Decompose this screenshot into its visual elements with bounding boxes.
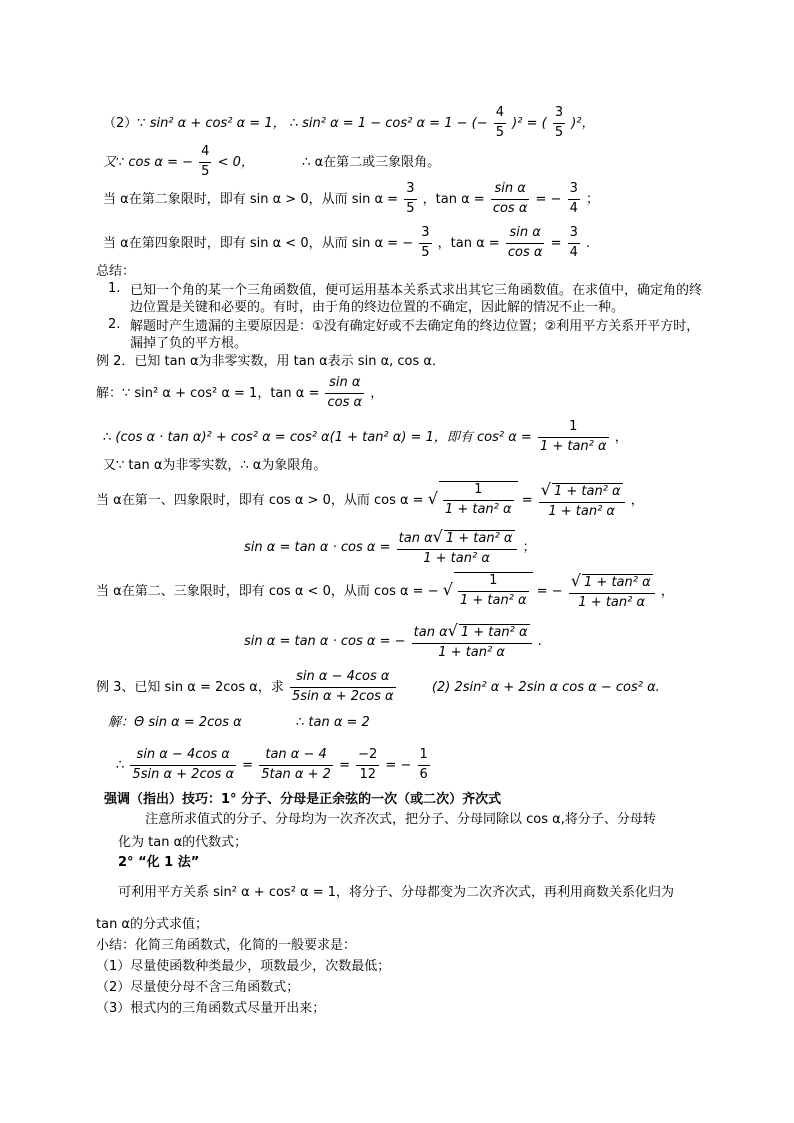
text-seg: .: [537, 633, 542, 649]
fraction: [199, 145, 211, 180]
text-seg: .: [586, 235, 591, 251]
numerator: [569, 572, 655, 594]
equation-line-5: [96, 572, 674, 611]
numerator: 3: [553, 106, 565, 124]
fraction: [506, 226, 545, 261]
summary-heading: 总结：: [96, 264, 136, 279]
text-seg: =: [550, 235, 562, 251]
text-seg: ；: [586, 191, 600, 207]
denominator: cos α: [507, 244, 543, 260]
text-seg: ，: [630, 492, 644, 508]
denominator: 5: [421, 244, 430, 260]
text-seg: ∴ α在第二或三象限角。: [302, 154, 441, 170]
radical: [454, 572, 533, 609]
denominator: 1 + tan² α: [438, 644, 505, 660]
numerator: sin α − 4cos α: [290, 670, 396, 688]
numerator: 3: [568, 226, 580, 244]
denominator: 4: [569, 244, 578, 260]
emphasis-text-1: 注意所求值式的分子、分母均为一次齐次式，把分子、分母同除以 cos α,将分子、分母转: [145, 812, 656, 827]
solution-line-1: [96, 376, 383, 411]
therefore-sign: ∴: [116, 757, 125, 773]
numerator: tan α − 4: [259, 748, 333, 766]
numerator: 1: [443, 483, 514, 501]
denominator: cos α: [327, 394, 363, 410]
line-1: [103, 106, 595, 141]
sqrt-sign-icon: √: [432, 527, 443, 546]
denominator: 5sin α + 2cos α: [292, 688, 394, 704]
solution-3-line-1: [108, 716, 370, 729]
math-seg: 又∵ cos α = −: [103, 154, 194, 170]
text-seg: 当 α在第一、四象限时，即有 cos α > 0，从而 cos α =: [96, 492, 424, 508]
math-seg: 解：Θ sin α = 2cos α: [108, 715, 242, 730]
equals-sign: =: [242, 757, 254, 773]
summary-item-1: 已知一个角的某一个三角函数值，便可运用基本关系式求出其它三角函数值。在求值中，确定角的终边位置是关键和必要的。有时，由于角的终边位置的不确定，因此解的情况不止一种。: [130, 283, 703, 315]
line-3: [103, 182, 599, 217]
numerator: sin α − 4cos α: [130, 748, 236, 766]
fraction: [553, 106, 565, 141]
emphasis-text-2: 化为 tan α的代数式；: [118, 835, 248, 850]
denominator: 1 + tan² α: [578, 594, 646, 610]
equation-line-2: 又∵ tan α为非零实数，∴ α为象限角。: [103, 458, 327, 473]
denominator: 1 + tan² α: [539, 438, 607, 454]
denominator: 5sin α + 2cos α: [132, 766, 235, 782]
line-4: [103, 226, 590, 261]
numerator: [539, 481, 625, 503]
denominator: 5: [201, 163, 210, 179]
text-seg: ，tan α =: [422, 191, 485, 207]
numerator: sin α: [325, 376, 364, 394]
numerator: sin α: [491, 182, 530, 200]
text-seg: ；: [522, 539, 536, 555]
solution-3-line-2: [116, 748, 432, 783]
denominator: cos α: [492, 200, 528, 216]
fraction: [568, 182, 580, 217]
rule-3: （3）根式内的三角函数式尽量开出来；: [96, 1001, 326, 1016]
numerator: 1: [458, 574, 529, 592]
fraction: [494, 106, 506, 141]
fraction: [539, 481, 625, 520]
text-seg: ，: [660, 583, 674, 599]
fraction: [404, 182, 416, 217]
summary-num-2: 2.: [108, 317, 121, 332]
math-seg: )² = (: [512, 115, 547, 131]
numerator: 1: [538, 420, 609, 438]
numerator: −2: [356, 748, 379, 766]
text-seg: = −: [535, 191, 562, 207]
numerator: 4: [494, 106, 506, 124]
text-seg: ，: [614, 429, 628, 445]
math-seg: )²，: [571, 115, 595, 131]
emphasis-heading: 强调（指出）技巧：1° 分子、分母是正余弦的一次（或二次）齐次式: [104, 792, 502, 807]
fraction: [538, 420, 609, 455]
sqrt-sign-icon: √: [570, 571, 582, 590]
fraction: [443, 483, 514, 518]
text-seg: ，tan α =: [437, 235, 500, 251]
denominator: 12: [359, 766, 376, 782]
radical: 1 + tan² α: [460, 625, 528, 640]
example-3-title: [96, 670, 660, 705]
text-seg: 例 3、已知 sin α = 2cos α，求: [96, 679, 284, 695]
equals-sign: =: [339, 757, 350, 773]
text-seg: = −: [536, 583, 563, 599]
fraction: [290, 670, 396, 705]
numerator: 3: [568, 182, 580, 200]
numerator: sin α: [506, 226, 545, 244]
fraction: [419, 226, 431, 261]
sqrt-sign-icon: √: [447, 621, 458, 640]
numerator: 3: [419, 226, 431, 244]
equation-line-3: [96, 481, 644, 520]
fraction: [325, 376, 364, 411]
small-summary: 小结：化简三角函数式，化简的一般要求是：: [96, 938, 357, 953]
summary-item-2: 解题时产生遗漏的主要原因是：①没有确定好或不去确定角的终边位置；②利用平方关系开平方时，漏掉了负的平方根。: [130, 319, 700, 351]
fraction: [412, 622, 532, 661]
rule-1: （1）尽量使函数种类最少，项数最少，次数最低；: [96, 959, 391, 974]
equation-line-6: [244, 622, 542, 661]
radical: 1 + tan² α: [553, 484, 621, 499]
equation-line-1: [103, 420, 628, 455]
text-seg: ，: [370, 385, 384, 401]
math-seg: sin² α + cos² α = 1， ∴ sin² α = 1 − cos² α = 1 − (−: [149, 115, 488, 131]
math-seg: < 0，: [217, 154, 254, 170]
radical: 1 + tan² α: [445, 531, 513, 546]
math-seg: sin α = tan α · cos α =: [244, 539, 391, 555]
denominator: 1 + tan² α: [459, 592, 527, 608]
numerator: 3: [404, 182, 416, 200]
fraction: [397, 528, 517, 567]
math-seg: (2) 2sin² α + 2sin α cos α − cos² α.: [431, 679, 660, 695]
radical: 1 + tan² α: [584, 575, 651, 590]
denominator: 1 + tan² α: [423, 550, 490, 566]
fraction: [458, 574, 529, 609]
text-seg: 当 α在第四象限时，即有 sin α < 0，从而 sin α = −: [103, 235, 414, 251]
denominator: 5: [406, 200, 415, 216]
numerator: [412, 622, 532, 644]
sqrt-sign-icon: √: [427, 488, 438, 508]
denominator: 4: [569, 200, 578, 216]
summary-num-1: 1.: [108, 281, 121, 296]
math-seg: sin α = tan α · cos α = −: [244, 633, 406, 649]
sqrt-sign-icon: √: [540, 480, 551, 499]
fraction: [259, 748, 333, 783]
tip-2-heading: 2° “化 1 法”: [118, 855, 200, 870]
sqrt-sign-icon: √: [442, 579, 453, 599]
denominator: 5: [554, 124, 564, 140]
numerator: 1: [418, 748, 430, 766]
tip-2-text-1: 可利用平方关系 sin² α + cos² α = 1，将分子、分母都变为二次齐次式，再利用商数关系化归为: [118, 885, 675, 900]
text-seg: （2）∵: [103, 115, 146, 131]
fraction: [569, 572, 655, 611]
numerator: [397, 528, 517, 550]
rule-2: （2）尽量使分母不含三角函数式；: [96, 980, 300, 995]
line-2: [103, 145, 440, 180]
radical: [439, 481, 518, 518]
fraction: [130, 748, 236, 783]
denominator: 5tan α + 2: [261, 766, 331, 782]
fraction: [418, 748, 430, 783]
numerator-prefix: tan α: [413, 625, 448, 640]
equation-line-4: [244, 528, 536, 567]
example-2-title: 例 2．已知 tan α为非零实数，用 tan α表示 sin α, cos α．: [96, 354, 445, 369]
text-seg: 解：∵ sin² α + cos² α = 1，tan α =: [96, 385, 320, 401]
math-seg: ∴ (cos α · tan α)² + cos² α = cos² α(1 + tan² α) = 1，即有 cos² α =: [103, 429, 532, 445]
equals-sign: = −: [385, 757, 412, 773]
tip-2-text-2: tan α的分式求值；: [96, 917, 209, 932]
denominator: 1 + tan² α: [548, 503, 616, 519]
text-seg: 当 α在第二、三象限时，即有 cos α < 0，从而 cos α = −: [96, 583, 439, 599]
numerator: 4: [199, 145, 211, 163]
denominator: 6: [419, 766, 428, 782]
text-seg: =: [521, 492, 533, 508]
fraction: [491, 182, 530, 217]
fraction: [356, 748, 379, 783]
math-seg: ∴ tan α = 2: [295, 715, 370, 730]
denominator: 5: [495, 124, 505, 140]
fraction: [568, 226, 580, 261]
numerator-prefix: tan α: [398, 531, 433, 546]
denominator: 1 + tan² α: [444, 501, 512, 517]
text-seg: 当 α在第二象限时，即有 sin α > 0，从而 sin α =: [103, 191, 399, 207]
